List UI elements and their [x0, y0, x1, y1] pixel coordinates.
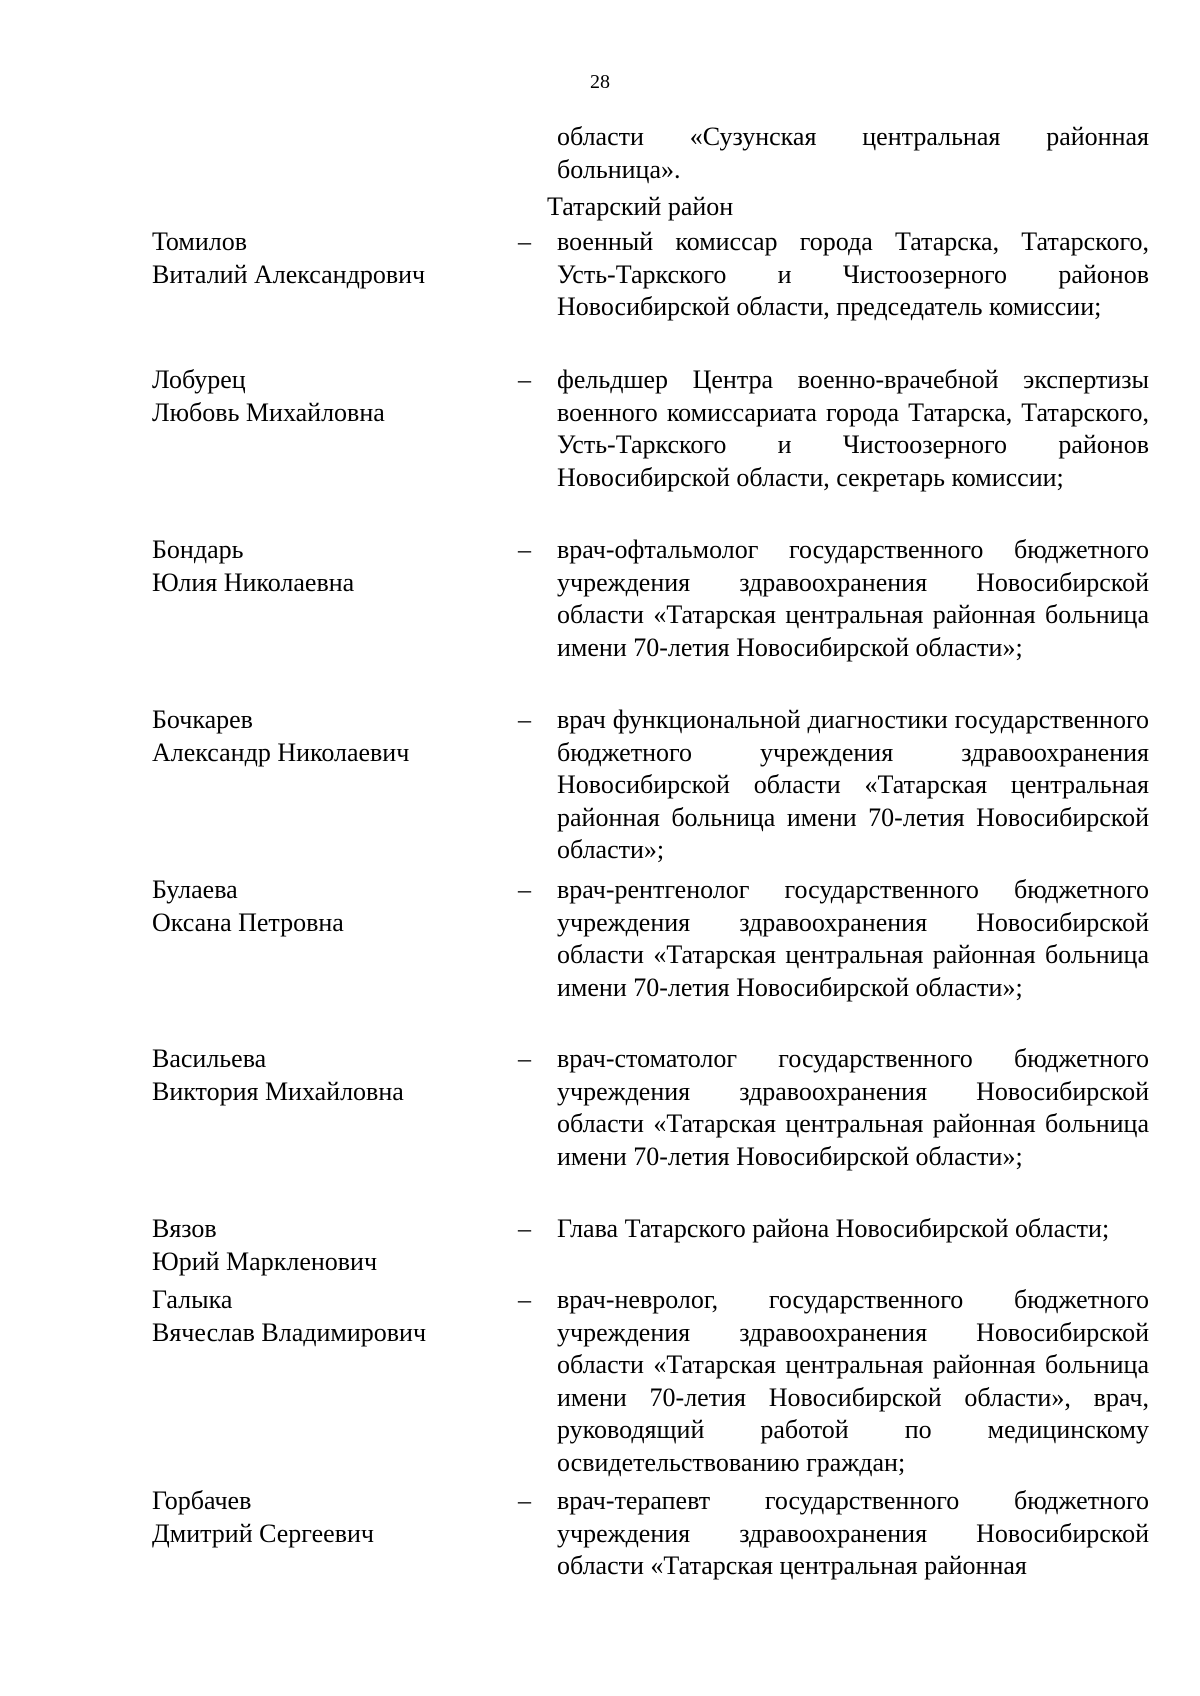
member-surname: Томилов: [152, 227, 248, 256]
member-given-names: Оксана Петровна: [152, 907, 344, 937]
member-name: [152, 704, 492, 769]
member-given-names: Александр Николаевич: [152, 737, 410, 767]
member-given-names: Вячеслав Владимирович: [152, 1317, 427, 1347]
member-name: [152, 1043, 492, 1108]
member-given-names: Виктория Михайловна: [152, 1076, 404, 1106]
member-role: фельдшер Центра военно-врачебной экспертизы военного комиссариата города Татарска, Татарского, Усть-Таркского и Чистоозерного районов Новосибирской области, секретарь комиссии;: [557, 365, 1149, 492]
member-surname: Булаева: [152, 875, 238, 904]
dash-separator: –: [518, 1486, 531, 1515]
dash-separator: –: [518, 535, 531, 564]
member-surname: Бочкарев: [152, 705, 253, 734]
member-role: врач-терапевт государственного бюджетного учреждения здравоохранения Новосибирской области «Татарская центральная районная: [557, 1486, 1149, 1580]
member-name: [152, 1485, 492, 1550]
member-given-names: Любовь Михайловна: [152, 397, 385, 427]
member-surname: Галыка: [152, 1285, 233, 1314]
member-name: [152, 364, 492, 429]
member-role: врач-стоматолог государственного бюджетного учреждения здравоохранения Новосибирской области «Татарская центральная районная больница имени 70-летия Новосибирской области»;: [557, 1044, 1149, 1171]
member-surname: Васильева: [152, 1044, 267, 1073]
member-role: врач-офтальмолог государственного бюджетного учреждения здравоохранения Новосибирской области «Татарская центральная районная больница имени 70-летия Новосибирской области»;: [557, 535, 1149, 662]
member-name: [152, 1284, 492, 1349]
member-surname: Вязов: [152, 1214, 217, 1243]
member-given-names: Юлия Николаевна: [152, 567, 355, 597]
member-surname: Горбачев: [152, 1486, 252, 1515]
member-given-names: Юрий Маркленович: [152, 1246, 378, 1276]
dash-separator: –: [518, 875, 531, 904]
member-name: [152, 534, 492, 599]
dash-separator: –: [518, 1214, 531, 1243]
dash-separator: –: [518, 1044, 531, 1073]
member-given-names: Дмитрий Сергеевич: [152, 1518, 374, 1548]
member-name: [152, 226, 492, 291]
dash-separator: –: [518, 1285, 531, 1314]
member-role: врач-невролог, государственного бюджетного учреждения здравоохранения Новосибирской области «Татарская центральная районная больница имени 70-летия Новосибирской области», врач, руководящий работой по медицинскому освидетельствованию граждан;: [557, 1285, 1149, 1477]
member-name: [152, 1213, 492, 1278]
member-given-names: Виталий Александрович: [152, 259, 426, 289]
member-role: врач функциональной диагностики государственного бюджетного учреждения здравоохранения Новосибирской области «Татарская центральная районная больница имени 70-летия Новосибирской области»;: [557, 705, 1149, 864]
member-role: военный комиссар города Татарска, Татарского, Усть-Таркского и Чистоозерного районов Новосибирской области, председатель комиссии;: [557, 227, 1149, 321]
member-name: [152, 874, 492, 939]
dash-separator: –: [518, 705, 531, 734]
previous-entry-continuation: области «Сузунская центральная районная больница».: [557, 122, 1149, 184]
dash-separator: –: [518, 227, 531, 256]
district-heading: Татарский район: [547, 192, 734, 221]
page-number: 28: [590, 71, 610, 93]
member-role: Глава Татарского района Новосибирской области;: [557, 1214, 1110, 1243]
member-role: врач-рентгенолог государственного бюджетного учреждения здравоохранения Новосибирской области «Татарская центральная районная больница имени 70-летия Новосибирской области»;: [557, 875, 1149, 1002]
member-surname: Лобурец: [152, 365, 246, 394]
dash-separator: –: [518, 365, 531, 394]
member-surname: Бондарь: [152, 535, 244, 564]
